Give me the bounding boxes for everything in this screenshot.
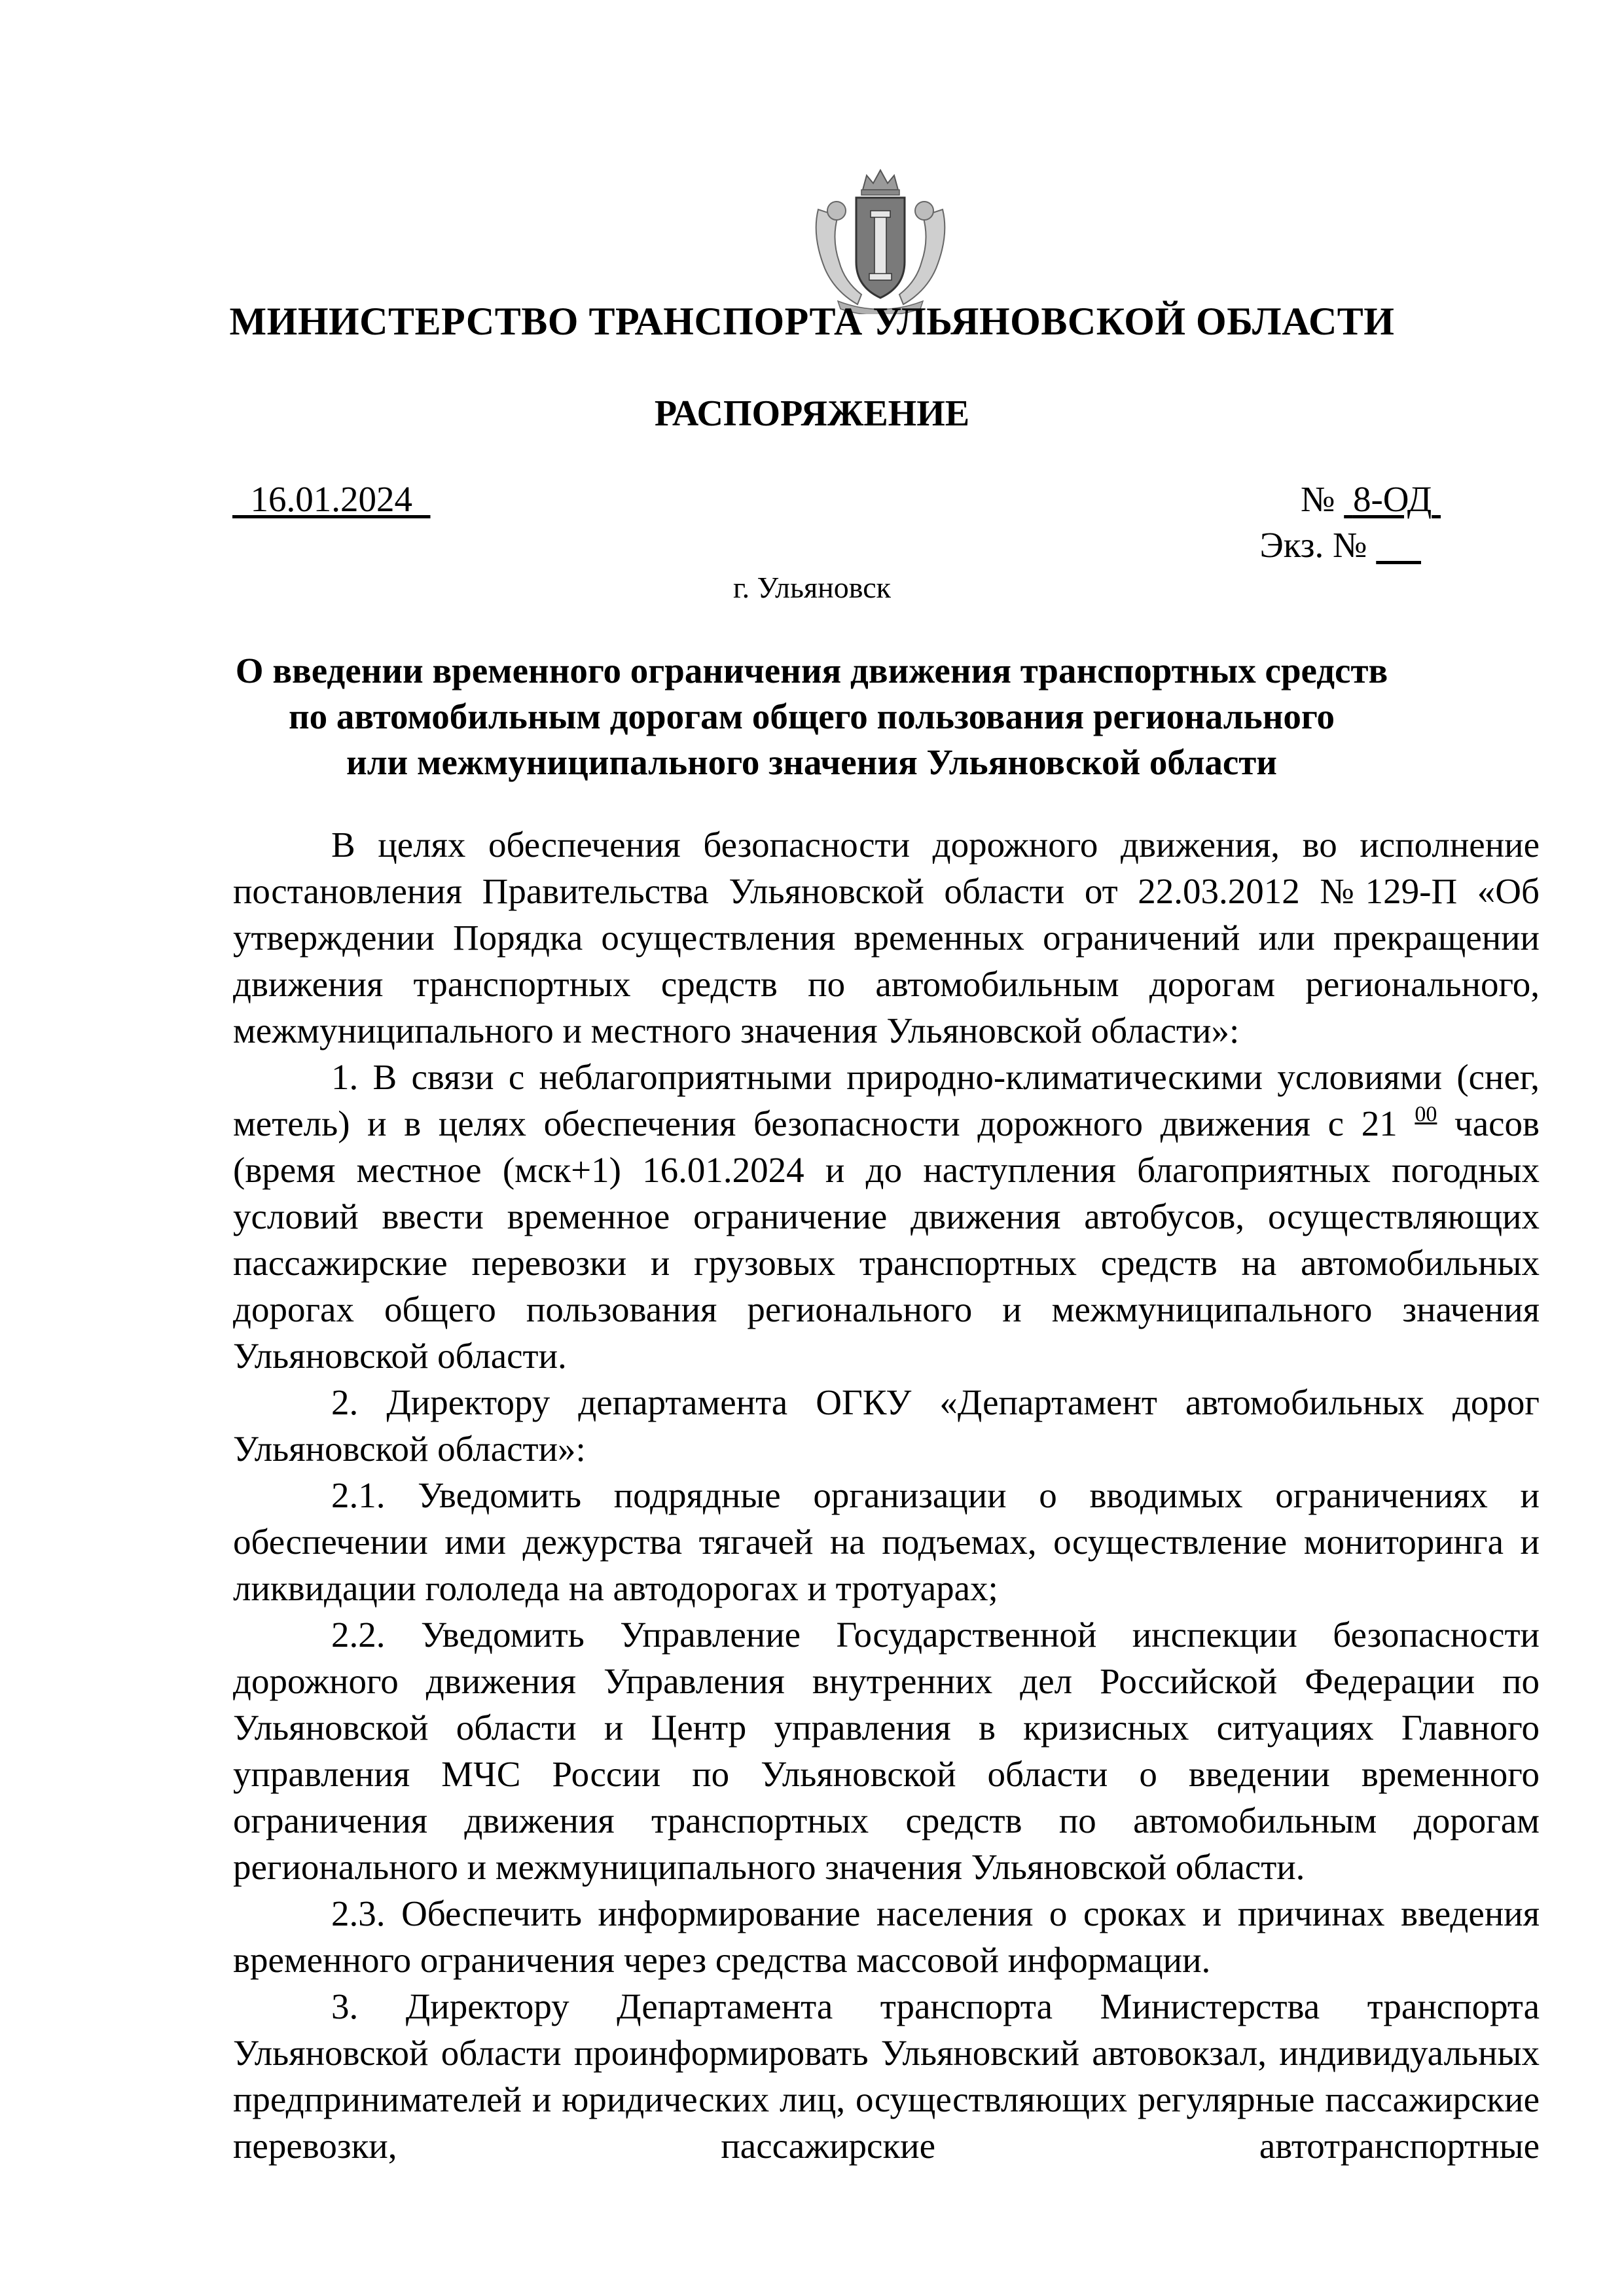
document-number-label: № [1300, 479, 1335, 519]
document-city: г. Ульяновск [733, 571, 891, 604]
paragraph-2-1: 2.1. Уведомить подрядные организации о вводимых ограничениях и обеспечении ими дежурства тягачей на подъемах, осуществление мониторинга и ликвидации гололеда на автодорогах и тротуарах; [233, 1475, 1540, 1608]
paragraph-3: 3. Директору Департамента транспорта Министерства транспорта Ульяновской области проинформировать Ульяновский автовокзал, индивидуальных предпринимателей и юридических лиц, осуществляющих регулярные пассажирские перевозки, пассажирские автотранспортные [233, 1986, 1540, 2166]
document-subject [196, 648, 1427, 785]
copy-number [1259, 524, 1421, 567]
document-date-value: 16.01.2024 [250, 479, 412, 519]
paragraph-1-end: часов (время местное (мск+1) 16.01.2024 и до наступления благоприятных погодных условий ввести временное ограничение движения автобусов, осуществляющих пассажирские перевозки и грузовых транспортных средств на автомобильных дорогах общего пользования регионального и межмуниципального значения Ульяновской области. [233, 1103, 1540, 1376]
paragraph-1-start: 1. В связи с неблагоприятными природно-климатическими условиями (снег, метель) и в целях обеспечения безопасности дорожного движения с 21 [233, 1057, 1540, 1143]
paragraph-2-3: 2.3. Обеспечить информирование населения о сроках и причинах введения временного ограничения через средства массовой информации. [233, 1893, 1540, 1980]
copy-number-blank [1376, 525, 1421, 565]
coat-of-arms-icon [799, 164, 962, 314]
subject-line-1: О введении временного ограничения движения транспортных средств [235, 651, 1388, 691]
document-number [1301, 478, 1441, 521]
paragraph-1-minutes: 00 [1415, 1102, 1437, 1126]
document-date [232, 478, 431, 521]
document-number-value [1344, 479, 1441, 519]
paragraph-2-2: 2.2. Уведомить Управление Государственной инспекции безопасности дорожного движения Управления внутренних дел Российской Федерации по Ульяновской области и Центр управления в кризисных ситуациях Главного управления МЧС России по Ульяновской области о введении временного ограничения движения транспортных средств по автомобильным дорогам регионального и межмуниципального значения Ульяновской области. [233, 1615, 1540, 1887]
paragraph-preamble: В целях обеспечения безопасности дорожного движения, во исполнение постановления Правительства Ульяновской области от 22.03.2012 №129-П «Об утверждении Порядка осуществления временных ограничений или прекращении движения транспортных средств по автомобильным дорогам регионального, межмуниципального и местного значения Ульяновской области»: [233, 825, 1540, 1050]
paragraph-2: 2. Директору департамента ОГКУ «Департамент автомобильных дорог Ульяновской области»: [233, 1382, 1540, 1469]
subject-line-3: или межмуниципального значения Ульяновской области [346, 742, 1277, 782]
document-body [233, 821, 1540, 2169]
document-type: РАСПОРЯЖЕНИЕ [654, 393, 970, 434]
ministry-name: МИНИСТЕРСТВО ТРАНСПОРТА УЛЬЯНОВСКОЙ ОБЛАСТИ [229, 300, 1395, 343]
subject-line-2: по автомобильным дорогам общего пользования регионального [288, 696, 1335, 736]
copy-number-label: Экз. № [1259, 525, 1367, 565]
paragraph-1 [233, 1054, 1540, 1379]
document-number-text: 8-ОД [1352, 479, 1432, 519]
